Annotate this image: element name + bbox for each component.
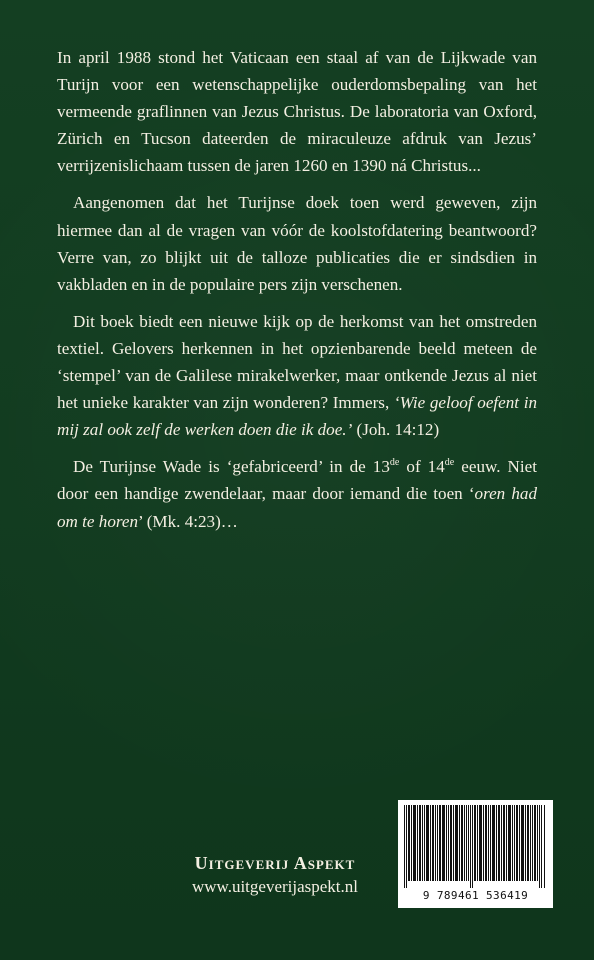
- paragraph-2-text: Aangenomen dat het Turijnse doek toen werd geweven, zijn hiermee dan al de vragen van vóór de koolstofdatering beantwoord? Verre van, zo blijkt uit de talloze publicaties die er sindsdien in vakbladen en in de populaire pers zijn verschenen.: [57, 193, 537, 294]
- paragraph-4-text-a: De Turijnse Wade is ‘gefabriceerd’ in de 13: [73, 457, 390, 477]
- paragraph-4-quote: oren had om te horen: [57, 484, 537, 531]
- publisher-name: Uitgeverij Aspekt: [194, 853, 356, 873]
- isbn-number: 9 789461 536419: [422, 889, 529, 902]
- paragraph-3-reference: (Joh. 14:12): [352, 420, 440, 440]
- paragraph-4-text-b: of 14: [399, 457, 445, 477]
- paragraph-1: [57, 44, 537, 179]
- paragraph-4-superscript-2: de: [444, 456, 455, 468]
- blurb-text: [57, 44, 537, 545]
- publisher-url: www.uitgeverijaspekt.nl: [191, 877, 359, 896]
- paragraph-3-text: Dit boek biedt een nieuwe kijk op de herkomst van het omstreden textiel. Gelovers herkennen in het opzienbarende beeld meteen de ‘stempel’ van de Galilese mirakelwerker, maar ontkende Jezus al niet het unieke karakter van zijn wonderen? Immers,: [57, 311, 537, 413]
- barcode-graphic: [404, 805, 547, 888]
- paragraph-2: [57, 189, 537, 297]
- paragraph-3-quote: ‘Wie geloof oefent in mij zal ook zelf de werken doen die ik doe.’: [57, 393, 538, 440]
- paragraph-4-superscript-1: de: [389, 456, 400, 468]
- paragraph-3: [57, 308, 537, 443]
- paragraph-4: [57, 453, 537, 534]
- paragraph-1-text: In april 1988 stond het Vaticaan een staal af van de Lijkwade van Turijn voor een wetenschappelijke ouderdomsbepaling van het vermeende graflinnen van Jezus Christus. De laboratoria van Oxford, Zürich en Tucson dateerden de miraculeuze afdruk van Jezus’ verrijzenislichaam tussen de jaren 1260 en 1390 ná Christus...: [57, 48, 537, 176]
- paragraph-4-text-d: ’ (Mk. 4:23)…: [138, 511, 238, 531]
- paragraph-4-text-c: eeuw. Niet door een handige zwendelaar, maar door iemand die toen ‘: [57, 457, 537, 504]
- isbn-barcode: [398, 800, 553, 908]
- publisher-block: [160, 852, 390, 899]
